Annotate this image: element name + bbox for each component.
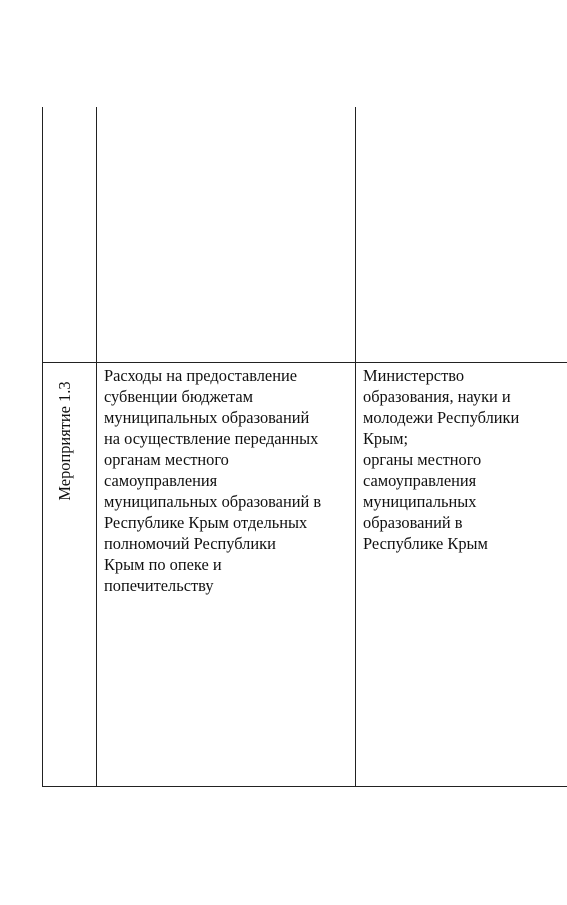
- table-border-left: [42, 107, 43, 787]
- table-row-divider: [42, 362, 567, 363]
- table-border-bottom: [42, 786, 567, 787]
- row-label: Мероприятие 1.3: [55, 381, 74, 501]
- responsible-executor: Министерство образования, науки и молодежи Республики Крым; органы местного самоуправления муниципальных образований в Республике Крым: [363, 366, 520, 553]
- measure-description: Расходы на предоставление субвенции бюджетам муниципальных образований на осуществление переданных органам местного самоуправления муниципальных образований в Республике Крым отдельных полномочий Республики Крым по опеке и попечительству: [104, 366, 322, 595]
- table-border-col1: [96, 107, 97, 787]
- table-border-col2: [355, 107, 356, 787]
